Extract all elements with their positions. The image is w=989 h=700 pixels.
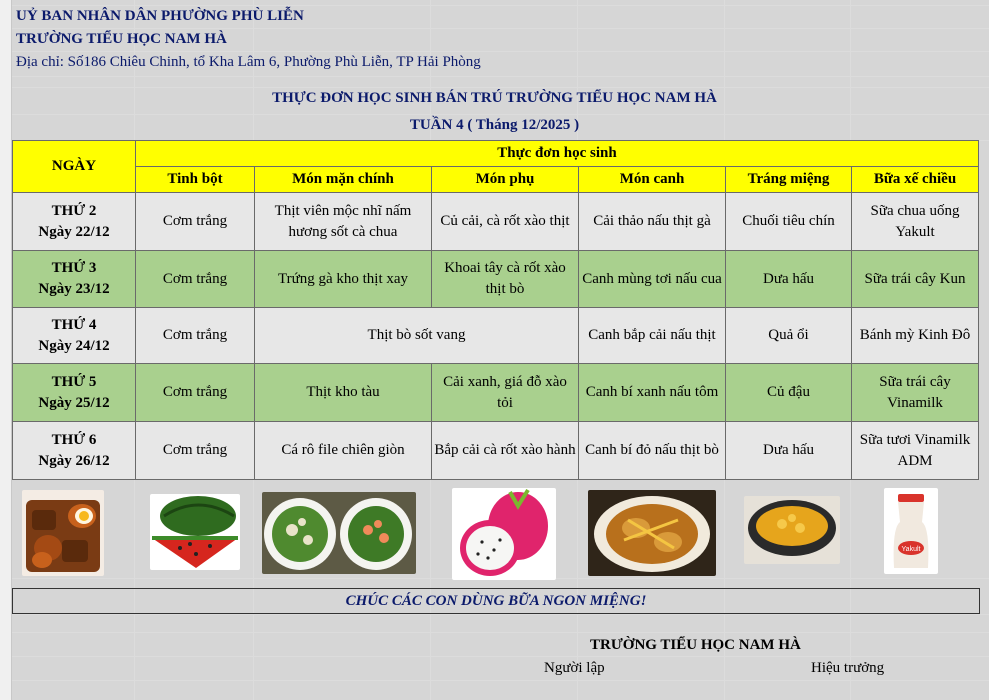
menu-group-header: Thực đơn học sinh bbox=[136, 141, 979, 167]
school-address: Địa chỉ: Số186 Chiêu Chinh, tổ Kha Lâm 6, Phường Phù Liễn, TP Hải Phòng bbox=[16, 54, 481, 70]
day-cell bbox=[13, 193, 136, 251]
column-header-mon-man-chinh: Món mặn chính bbox=[255, 167, 432, 193]
cell-trang-mieng: Củ đậu bbox=[726, 364, 852, 422]
school-name: TRƯỜNG TIỂU HỌC NAM HÀ bbox=[16, 31, 227, 47]
cell-mon-canh: Canh bí xanh nấu tôm bbox=[579, 364, 726, 422]
day-cell bbox=[13, 251, 136, 308]
cell-mon-man-chinh: Thịt kho tàu bbox=[255, 364, 432, 422]
cell-trang-mieng: Chuối tiêu chín bbox=[726, 193, 852, 251]
date-label: Ngày 25/12 bbox=[38, 394, 110, 411]
dragon-fruit-icon bbox=[452, 488, 556, 580]
column-header-mon-canh: Món canh bbox=[579, 167, 726, 193]
braised-eggs-icon bbox=[22, 490, 104, 576]
column-header-trang-mieng: Tráng miệng bbox=[726, 167, 852, 193]
day-label: THỨ 4 bbox=[51, 316, 97, 333]
cell-bua-xe-chieu: Sữa chua uống Yakult bbox=[852, 193, 979, 251]
bon-appetit-banner: CHÚC CÁC CON DÙNG BỮA NGON MIỆNG! bbox=[12, 588, 980, 614]
cell-tinh-bot: Cơm trắng bbox=[136, 422, 255, 480]
menu-table bbox=[12, 140, 979, 480]
cell-mon-canh: Canh bắp cải nấu thịt bbox=[579, 308, 726, 364]
signature-preparer: Người lập bbox=[544, 660, 605, 676]
pumpkin-soup-icon bbox=[744, 496, 840, 564]
day-label: THỨ 3 bbox=[51, 260, 97, 276]
cell-trang-mieng: Dưa hấu bbox=[726, 422, 852, 480]
cell-tinh-bot: Cơm trắng bbox=[136, 193, 255, 251]
table-row bbox=[13, 422, 979, 480]
cell-trang-mieng: Quả ổi bbox=[726, 308, 852, 364]
chicken-dish-icon bbox=[588, 490, 716, 576]
grid-line bbox=[12, 614, 989, 615]
column-header-bua-xe-chieu: Bữa xế chiều bbox=[852, 167, 979, 193]
grid-line bbox=[12, 656, 989, 657]
table-row bbox=[13, 364, 979, 422]
cell-mon-canh: Canh mùng tơi nấu cua bbox=[579, 251, 726, 308]
table-row bbox=[13, 193, 979, 251]
cell-mon-canh: Canh bí đỏ nấu thịt bò bbox=[579, 422, 726, 480]
day-header: NGÀY bbox=[13, 141, 136, 193]
grid-line bbox=[12, 87, 989, 88]
menu-title: THỰC ĐƠN HỌC SINH BÁN TRÚ TRƯỜNG TIỂU HỌC NAM HÀ bbox=[272, 90, 717, 106]
cell-tinh-bot: Cơm trắng bbox=[136, 364, 255, 422]
authority-name: UỶ BAN NHÂN DÂN PHƯỜNG PHÙ LIỄN bbox=[16, 8, 304, 24]
cell-bua-xe-chieu: Sữa trái cây Vinamilk bbox=[852, 364, 979, 422]
cell-mon-man-chinh: Cá rô file chiên giòn bbox=[255, 422, 432, 480]
date-label: Ngày 24/12 bbox=[38, 337, 110, 354]
watermelon-icon bbox=[150, 494, 240, 570]
day-label: THỨ 5 bbox=[51, 373, 97, 390]
cell-mon-phu: Khoai tây cà rốt xào thịt bò bbox=[432, 251, 579, 308]
day-cell bbox=[13, 308, 136, 364]
date-label: Ngày 22/12 bbox=[38, 223, 110, 240]
cell-bua-xe-chieu: Sữa trái cây Kun bbox=[852, 251, 979, 308]
cell-bua-xe-chieu: Bánh mỳ Kinh Đô bbox=[852, 308, 979, 364]
week-subtitle: TUẦN 4 ( Tháng 12/2025 ) bbox=[409, 117, 580, 133]
cell-mon-phu: Cải xanh, giá đỗ xào tỏi bbox=[432, 364, 579, 422]
cell-mon-phu: Bắp cải cà rốt xào hành bbox=[432, 422, 579, 480]
cell-trang-mieng: Dưa hấu bbox=[726, 251, 852, 308]
column-header-tinh-bot: Tinh bột bbox=[136, 167, 255, 193]
cell-mon-man-chinh-merged: Thịt bò sốt vang bbox=[255, 308, 579, 364]
day-label: THỨ 2 bbox=[51, 202, 97, 219]
signature-school: TRƯỜNG TIỂU HỌC NAM HÀ bbox=[590, 637, 801, 653]
date-label: Ngày 26/12 bbox=[38, 452, 110, 469]
date-label: Ngày 23/12 bbox=[38, 281, 110, 297]
yakult-logo-text: Yakult bbox=[901, 546, 921, 553]
day-label: THỨ 6 bbox=[51, 431, 97, 448]
signature-principal: Hiệu trưởng bbox=[811, 660, 885, 676]
grid-line bbox=[12, 680, 989, 681]
grid-line bbox=[12, 51, 989, 52]
cell-mon-man-chinh: Trứng gà kho thịt xay bbox=[255, 251, 432, 308]
cell-mon-man-chinh: Thịt viên mộc nhĩ nấm hương sốt cà chua bbox=[255, 193, 432, 251]
grid-line bbox=[12, 28, 989, 29]
day-cell bbox=[13, 422, 136, 480]
cell-mon-canh: Cải thảo nấu thịt gà bbox=[579, 193, 726, 251]
grid-line bbox=[12, 114, 989, 115]
stir-fried-greens-icon bbox=[262, 492, 416, 574]
grid-line bbox=[12, 632, 989, 633]
column-header-mon-phu: Món phụ bbox=[432, 167, 579, 193]
grid-line bbox=[12, 5, 989, 6]
grid-line bbox=[12, 76, 989, 77]
cell-tinh-bot: Cơm trắng bbox=[136, 308, 255, 364]
cell-bua-xe-chieu: Sữa tươi Vinamilk ADM bbox=[852, 422, 979, 480]
cell-mon-phu: Củ cải, cà rốt xào thịt bbox=[432, 193, 579, 251]
yakult-bottle-icon bbox=[884, 488, 938, 574]
table-row bbox=[13, 251, 979, 308]
day-cell bbox=[13, 364, 136, 422]
cell-tinh-bot: Cơm trắng bbox=[136, 251, 255, 308]
table-row bbox=[13, 308, 979, 364]
